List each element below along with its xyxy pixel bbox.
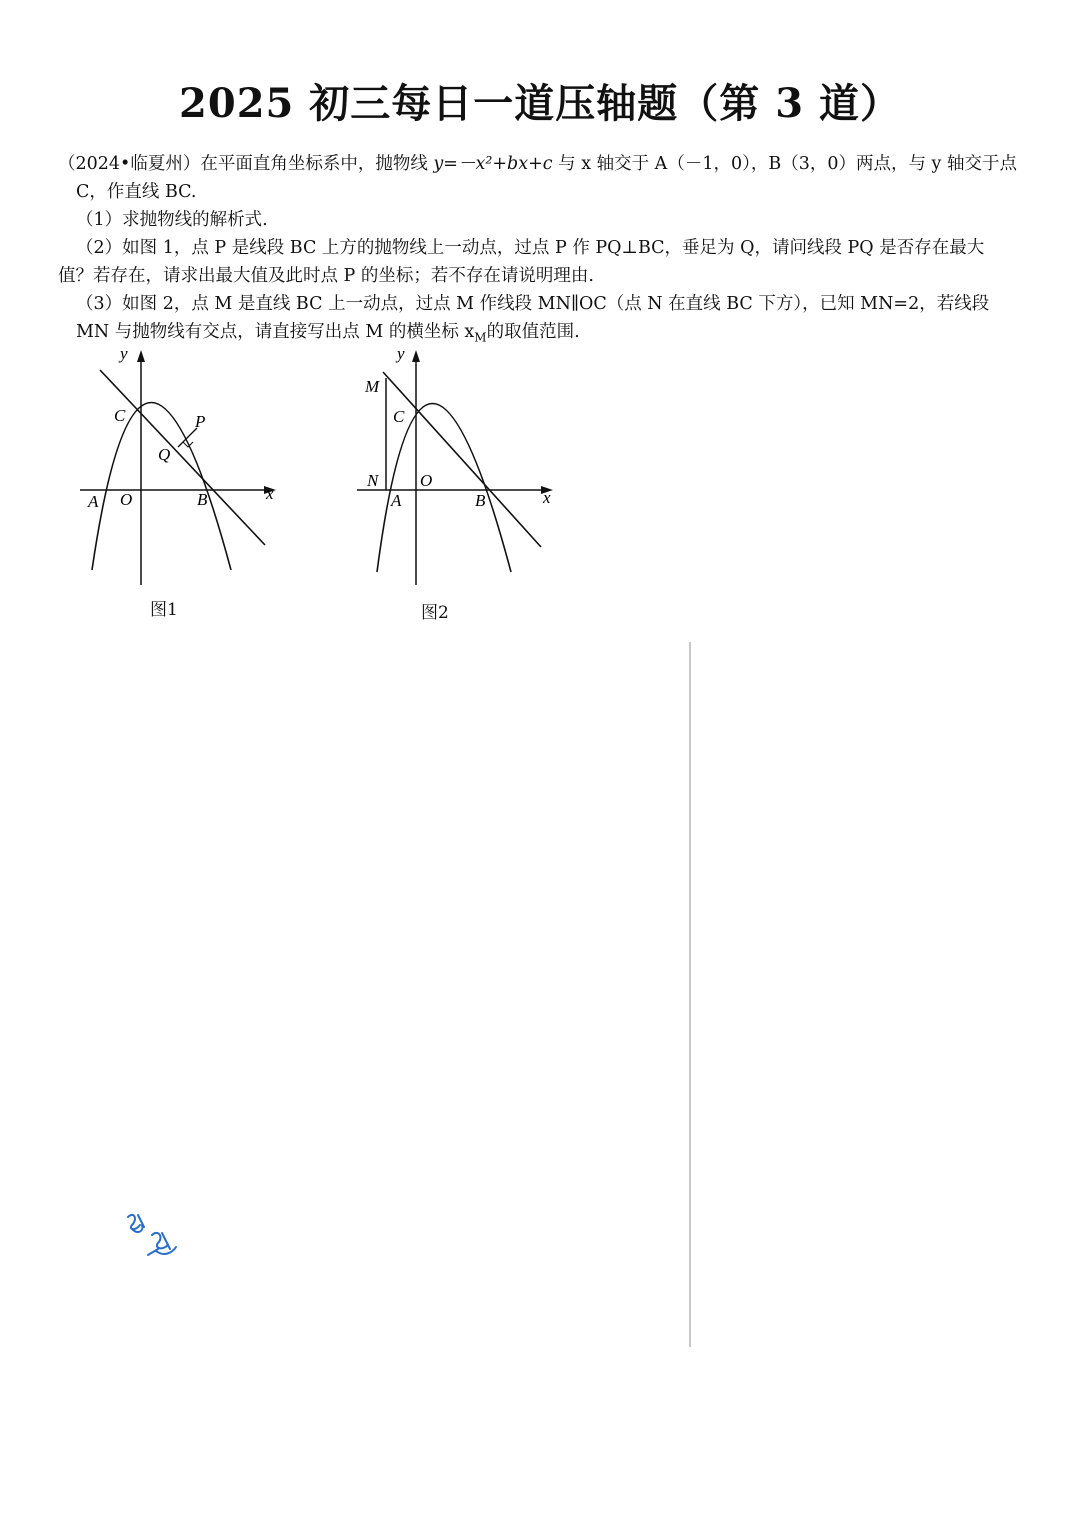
figure-1: [70, 340, 290, 590]
problem-stem-line1: [58, 150, 1023, 178]
label-b: B: [197, 490, 208, 509]
line-bc: [100, 370, 265, 545]
question-3-text: MN 与抛物线有交点，请直接写出点 M 的横坐标 x: [76, 322, 475, 342]
stem-part-b: 与 x 轴交于 A（－1，0），B（3，0）两点，与 y 轴交于点: [552, 154, 1017, 174]
y-axis-arrow: [412, 350, 420, 362]
problem-text: [58, 150, 1023, 352]
stem-formula: y=－x²+bx+c: [433, 154, 553, 174]
label-o: O: [120, 490, 133, 509]
figure-2: [345, 340, 570, 590]
page-title: 2025 初三每日一道压轴题（第 3 道）: [179, 80, 901, 127]
label-p: P: [195, 412, 206, 431]
label-a: A: [391, 491, 402, 510]
problem-source: （2024•临夏州）: [58, 154, 201, 174]
label-n: N: [367, 471, 379, 490]
question-3-text-end: 的取值范围.: [486, 322, 580, 342]
parabola: [377, 404, 511, 573]
question-3-line1: （3）如图 2，点 M 是直线 BC 上一动点，过点 M 作线段 MN∥OC（点 N 在直线 BC 下方），已知 MN=2，若线段: [76, 294, 990, 314]
figure-1-graph: [70, 340, 290, 590]
label-x: x: [266, 484, 274, 503]
label-o: O: [420, 471, 433, 490]
label-y: y: [397, 344, 405, 363]
problem-stem-line2: C，作直线 BC.: [76, 182, 197, 202]
label-y: y: [120, 344, 128, 363]
handwritten-mark: [118, 1205, 188, 1269]
question-3-subscript: M: [474, 330, 487, 345]
label-m: M: [365, 377, 380, 396]
page-divider-line: [689, 642, 691, 1347]
label-b: B: [475, 491, 486, 510]
label-c: C: [393, 407, 405, 426]
label-q: Q: [158, 445, 171, 464]
handwritten-mark-drawing: [118, 1205, 188, 1265]
label-a: A: [88, 492, 99, 511]
y-axis-arrow: [137, 350, 145, 362]
label-x: x: [543, 488, 551, 507]
label-c: C: [114, 406, 126, 425]
question-2-line1: （2）如图 1，点 P 是线段 BC 上方的抛物线上一动点，过点 P 作 PQ⊥BC，垂足为 Q，请问线段 PQ 是否存在最大: [76, 238, 985, 258]
figure-1-caption: 图1: [150, 600, 178, 620]
line-bc: [383, 372, 541, 547]
stem-part-a: 在平面直角坐标系中，抛物线: [200, 154, 434, 174]
figure-2-caption: 图2: [421, 603, 449, 623]
question-2-line2: 值？若存在，请求出最大值及此时点 P 的坐标；若不存在请说明理由.: [58, 266, 594, 286]
question-1: （1）求抛物线的解析式.: [76, 210, 268, 230]
figure-2-graph: [345, 340, 570, 590]
